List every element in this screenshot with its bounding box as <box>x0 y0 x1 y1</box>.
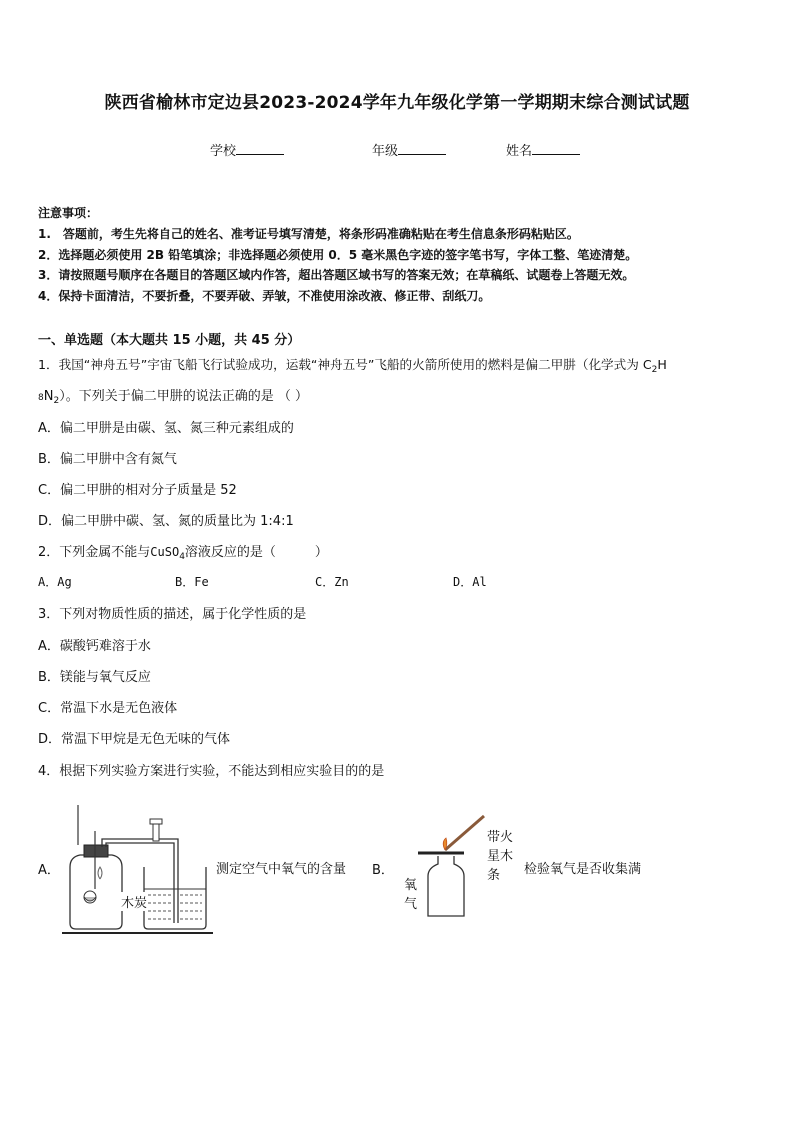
q4-option-a-letter: A． <box>38 863 60 878</box>
q1-stem-line2 <box>38 385 308 406</box>
school-field <box>210 140 284 159</box>
q1-option-a: A．偏二甲肼是由碳、氢、氮三种元素组成的 <box>38 421 294 436</box>
q3-stem: 3．下列对物质性质的描述，属于化学性质的是 <box>38 607 307 622</box>
q1-option-d: D．偏二甲肼中碳、氢、氮的质量比为 1:4:1 <box>38 514 294 529</box>
q4-stick-label-3: 条 <box>487 868 501 883</box>
q4-charcoal-label: 木炭 <box>121 892 147 911</box>
q4-gas-label-2: 气 <box>404 897 418 912</box>
q2-option-b: B．Fe <box>175 575 209 589</box>
name-blank <box>532 142 580 155</box>
q2-option-c: C．Zn <box>315 575 349 589</box>
q4-option-a-desc: 测定空气中氧气的含量 <box>216 862 347 877</box>
q2-stem-b: 溶液反应的是（ ） <box>184 545 328 560</box>
notice-item-1: 1. 答题前，考生先将自己的姓名、准考证号填写清楚，将条形码准确粘贴在考生信息条形码粘贴区。 <box>38 227 579 241</box>
q3-option-c: C．常温下水是无色液体 <box>38 701 178 716</box>
q3-option-a: A．碳酸钙难溶于水 <box>38 639 151 654</box>
school-blank <box>236 142 284 155</box>
q1-c-sub: 2 <box>651 365 658 375</box>
q4-stick-label-2: 星木 <box>487 849 514 864</box>
grade-blank <box>398 142 446 155</box>
grade-field <box>372 140 446 159</box>
notice-item-3: 3．请按照题号顺序在各题目的答题区域内作答，超出答题区域书写的答案无效；在草稿纸、试题卷上答题无效。 <box>38 268 635 282</box>
notice-item-4: 4．保持卡面清洁，不要折叠，不要弄破、弄皱，不准使用涂改液、修正带、刮纸刀。 <box>38 289 491 303</box>
q4-gas-label-1: 氧 <box>404 878 418 893</box>
q2-stem-a: 2．下列金属不能与 <box>38 545 151 560</box>
grade-label: 年级 <box>372 144 399 159</box>
notice-heading: 注意事项： <box>38 206 99 220</box>
q1-h-sub: 8 <box>38 393 44 403</box>
q1-line1: 1．我国“神舟五号”宇宙飞船飞行试验成功，运载“神舟五号”飞船的火箭所使用的燃料是偏二甲肼（化学式为 C <box>38 357 652 372</box>
q2-option-a: A．Ag <box>38 575 72 589</box>
q2-stem <box>38 541 328 562</box>
q2-formula: CuSO <box>150 545 180 559</box>
q4-option-b-desc: 检验氧气是否收集满 <box>524 862 642 877</box>
q2-option-d: D．Al <box>453 575 487 589</box>
combustion-apparatus-diagram <box>60 795 220 940</box>
q1-n: N <box>43 389 54 404</box>
name-label: 姓名 <box>506 144 533 159</box>
q3-option-b: B．镁能与氧气反应 <box>38 670 151 685</box>
q1-option-c: C．偏二甲肼的相对分子质量是 52 <box>38 483 237 498</box>
school-label: 学校 <box>210 144 237 159</box>
q4-stem: 4．根据下列实验方案进行实验，不能达到相应实验目的的是 <box>38 764 385 779</box>
page-title: 陕西省榆林市定边县2023-2024学年九年级化学第一学期期末综合测试试题 <box>104 93 690 113</box>
oxygen-bottle-diagram <box>414 812 494 922</box>
q1-stem-line1 <box>38 354 667 375</box>
q1-option-b: B．偏二甲肼中含有氮气 <box>38 452 177 467</box>
name-field <box>506 140 580 159</box>
q1-h: H <box>657 357 667 372</box>
q2-formula-sub: 4 <box>179 552 185 562</box>
q1-n-sub: 2 <box>53 396 60 406</box>
section-heading: 一、单选题（本大题共 15 小题，共 45 分） <box>38 333 301 348</box>
q4-stick-label-1: 带火 <box>487 830 514 845</box>
q1-line2-tail: ）。下列关于偏二甲肼的说法正确的是 （ ） <box>59 389 308 404</box>
q3-option-d: D．常温下甲烷是无色无味的气体 <box>38 732 231 747</box>
notice-item-2: 2．选择题必须使用 2B 铅笔填涂；非选择题必须使用 0．5 毫米黑色字迹的签字笔书写，字体工整、笔迹清楚。 <box>38 248 638 262</box>
q4-option-b-letter: B． <box>372 863 394 878</box>
